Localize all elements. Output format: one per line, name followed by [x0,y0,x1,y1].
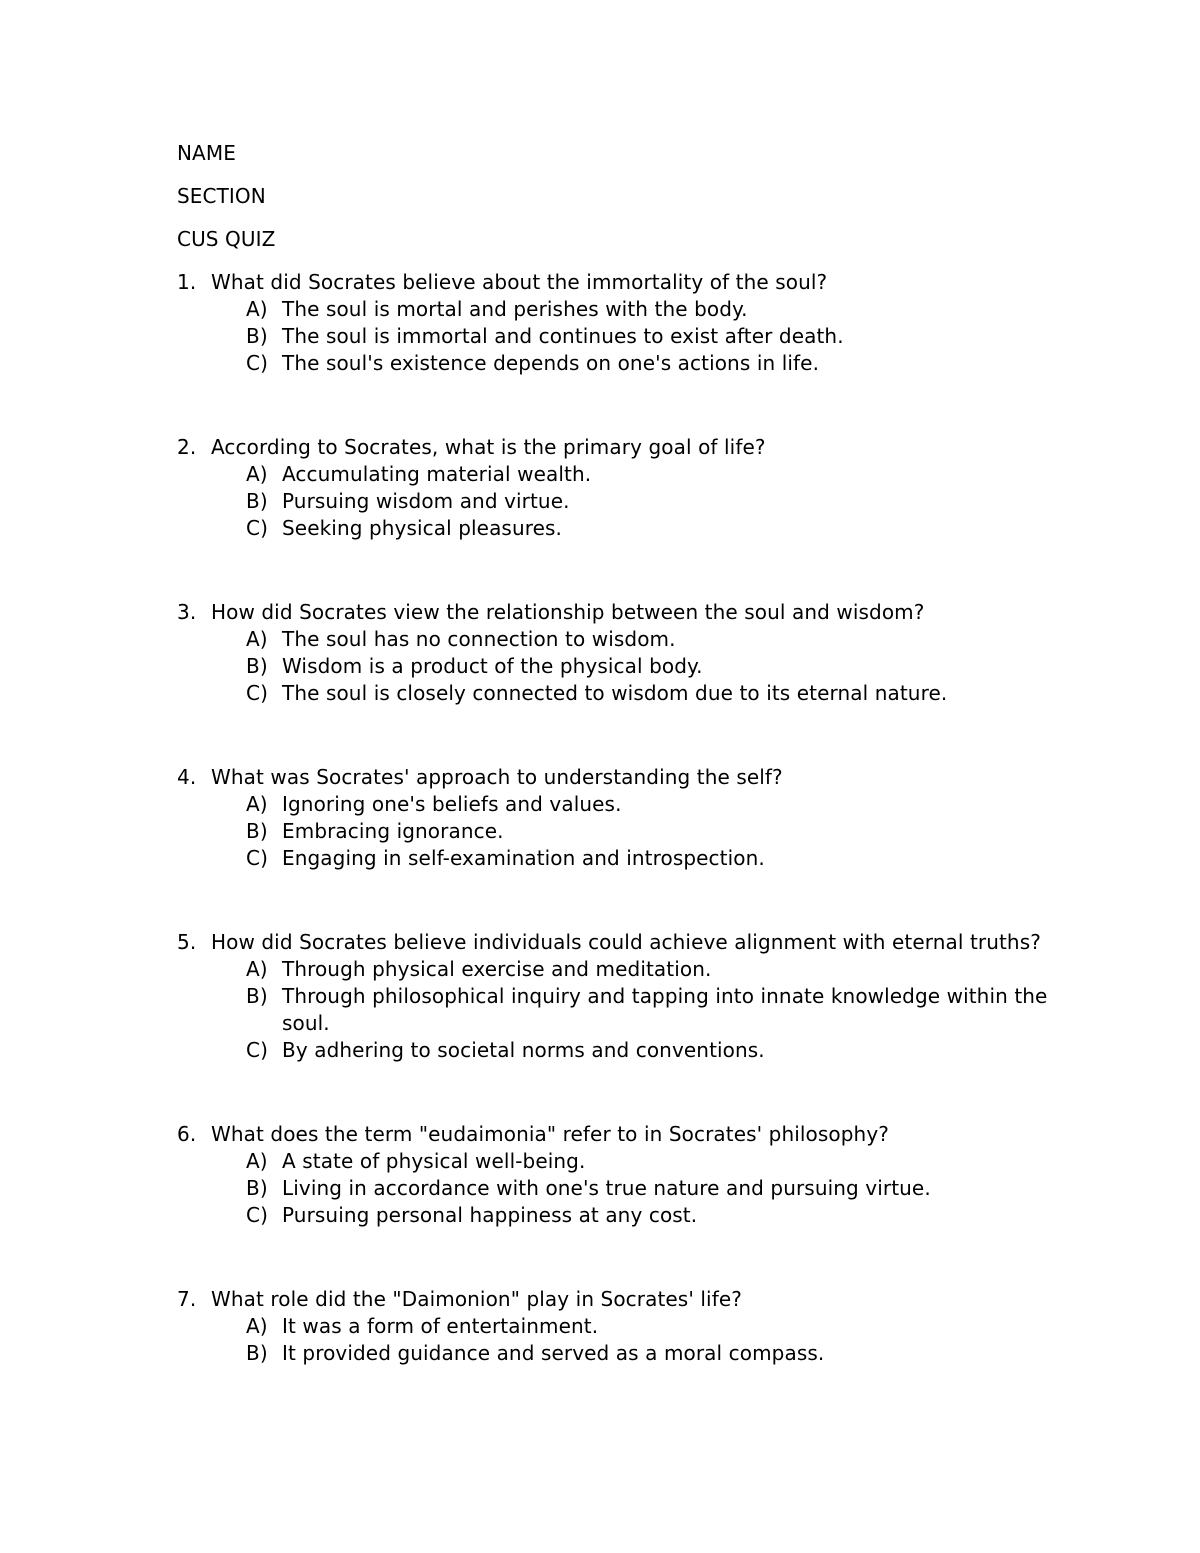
choice-letter: C) [246,681,268,705]
choice-text: Wisdom is a product of the physical body. [282,654,703,678]
question-prompt [177,434,1077,461]
choice-letter: C) [246,1038,268,1062]
question-prompt [177,269,1077,296]
choice-text: The soul has no connection to wisdom. [282,627,676,651]
choice-letter: C) [246,516,268,540]
question-prompt [177,929,1077,956]
choice-option [177,350,1077,377]
question-text: How did Socrates view the relationship between the soul and wisdom? [211,600,925,624]
question-text: What did Socrates believe about the immortality of the soul? [211,270,828,294]
question-5 [177,929,1077,1064]
choice-option [177,653,1077,680]
choice-option [177,488,1077,515]
question-number: 5. [177,930,197,954]
choice-text: Engaging in self-examination and introspection. [282,846,765,870]
choice-text: Through physical exercise and meditation. [282,957,712,981]
question-text: What was Socrates' approach to understanding the self? [211,765,783,789]
choice-option [177,956,1077,983]
choice-option [177,1340,1077,1367]
choice-option [177,1202,1077,1229]
question-prompt [177,1286,1077,1313]
choice-letter: C) [246,351,268,375]
choice-option [177,680,1077,707]
choice-text: The soul is closely connected to wisdom due to its eternal nature. [282,681,948,705]
choice-text: It was a form of entertainment. [282,1314,599,1338]
choice-letter: A) [246,627,268,651]
question-number: 2. [177,435,197,459]
choice-letter: A) [246,462,268,486]
choice-list [177,791,1077,872]
question-number: 7. [177,1287,197,1311]
quiz-title: CUS QUIZ [177,227,276,251]
choice-letter: B) [246,984,268,1008]
question-3 [177,599,1077,707]
choice-list [177,956,1077,1064]
choice-option [177,515,1077,542]
choice-text: The soul is mortal and perishes with the body. [282,297,748,321]
choice-text: Seeking physical pleasures. [282,516,562,540]
choice-option [177,1313,1077,1340]
choice-letter: B) [246,1341,268,1365]
choice-text: By adhering to societal norms and conventions. [282,1038,765,1062]
choice-option [177,1037,1077,1064]
choice-letter: C) [246,846,268,870]
choice-text: Pursuing wisdom and virtue. [282,489,570,513]
choice-text: Living in accordance with one's true nature and pursuing virtue. [282,1176,931,1200]
choice-option [177,1148,1077,1175]
choice-letter: C) [246,1203,268,1227]
question-number: 6. [177,1122,197,1146]
choice-text: Through philosophical inquiry and tapping into innate knowledge within the soul. [282,984,1048,1035]
question-text: According to Socrates, what is the primary goal of life? [211,435,766,459]
choice-option [177,983,1077,1037]
choice-letter: B) [246,819,268,843]
choice-letter: B) [246,654,268,678]
question-2 [177,434,1077,542]
question-6 [177,1121,1077,1229]
question-prompt [177,764,1077,791]
question-prompt [177,599,1077,626]
choice-list [177,626,1077,707]
question-list [177,269,1077,1424]
question-1 [177,269,1077,377]
choice-text: Embracing ignorance. [282,819,504,843]
choice-list [177,296,1077,377]
choice-option [177,626,1077,653]
choice-option [177,1175,1077,1202]
choice-text: Pursuing personal happiness at any cost. [282,1203,698,1227]
choice-letter: A) [246,792,268,816]
choice-letter: A) [246,297,268,321]
choice-text: The soul's existence depends on one's actions in life. [282,351,820,375]
choice-option [177,323,1077,350]
choice-option [177,296,1077,323]
choice-text: It provided guidance and served as a moral compass. [282,1341,825,1365]
question-4 [177,764,1077,872]
question-number: 1. [177,270,197,294]
section-label: SECTION [177,184,266,208]
choice-list [177,1148,1077,1229]
choice-option [177,818,1077,845]
choice-letter: A) [246,1149,268,1173]
choice-option [177,461,1077,488]
choice-option [177,791,1077,818]
question-number: 4. [177,765,197,789]
question-text: What does the term "eudaimonia" refer to in Socrates' philosophy? [211,1122,889,1146]
question-text: How did Socrates believe individuals could achieve alignment with eternal truths? [211,930,1041,954]
question-text: What role did the "Daimonion" play in Socrates' life? [211,1287,742,1311]
choice-option [177,845,1077,872]
choice-letter: A) [246,957,268,981]
question-number: 3. [177,600,197,624]
choice-letter: B) [246,489,268,513]
choice-text: The soul is immortal and continues to exist after death. [282,324,844,348]
choice-text: A state of physical well-being. [282,1149,586,1173]
choice-list [177,461,1077,542]
choice-list [177,1313,1077,1367]
name-label: NAME [177,141,236,165]
choice-text: Ignoring one's beliefs and values. [282,792,622,816]
choice-letter: B) [246,1176,268,1200]
choice-letter: A) [246,1314,268,1338]
choice-letter: B) [246,324,268,348]
question-prompt [177,1121,1077,1148]
choice-text: Accumulating material wealth. [282,462,592,486]
question-7 [177,1286,1077,1367]
